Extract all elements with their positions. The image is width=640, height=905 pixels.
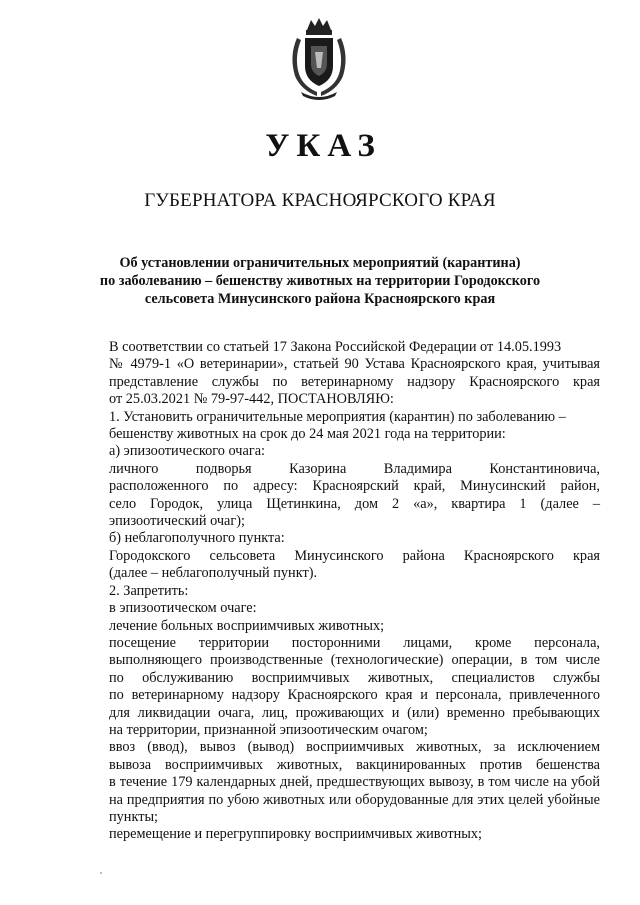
text-line: расположенного по адресу: Красноярский край, Минусинский район, xyxy=(109,478,600,495)
text-line: по обслуживанию восприимчивых животных, специалистов службы xyxy=(109,669,600,686)
heading-line: Об установлении ограничительных мероприятий (карантина) xyxy=(119,255,521,271)
text-line: по ветеринарному надзору Красноярского края и персонала, привлеченного xyxy=(109,687,600,704)
item-2-title: 2. Запретить: xyxy=(109,582,189,599)
item-1a-title: а) эпизоотического очага: xyxy=(109,443,266,460)
text-line: посещение территории посторонними лицами, кроме персонала, xyxy=(109,634,600,651)
text-line: личного подворья Казорина Владимира Константиновича, xyxy=(109,460,600,477)
item-1a-paragraph xyxy=(73,461,600,531)
text-line: 1. Установить ограничительные мероприятия (карантин) по заболеванию – xyxy=(109,408,566,425)
item-2-scope: в эпизоотическом очаге: xyxy=(109,600,257,617)
item-2c-paragraph xyxy=(73,739,600,826)
heading-line: сельсовета Минусинского района Красноярского края xyxy=(144,291,496,307)
issuer-title: ГУБЕРНАТОРА КРАСНОЯРСКОГО КРАЯ xyxy=(144,190,496,211)
heading-line: по заболеванию – бешенству животных на территории Городокского xyxy=(99,273,541,289)
item-1-paragraph xyxy=(73,409,600,444)
decree-body xyxy=(73,339,600,844)
text-line: № 4979-1 «О ветеринарии», статьей 90 Устава Красноярского края, учитывая xyxy=(109,356,600,373)
text-line: в течение 179 календарных дней, предшествующих вывозу, в том числе на убой xyxy=(109,774,600,791)
decree-heading xyxy=(60,254,580,308)
text-line: представление службы по ветеринарному надзору Красноярского края xyxy=(109,373,600,390)
text-line: (далее – неблагополучный пункт). xyxy=(109,565,318,582)
item-2d: перемещение и перегруппировку восприимчивых животных; xyxy=(109,826,482,843)
text-line: для ликвидации очага, лиц, проживающих и (или) временно пребывающих xyxy=(109,704,600,721)
text-line: от 25.03.2021 № 79-97-442, ПОСТАНОВЛЯЮ: xyxy=(109,391,394,408)
preamble-paragraph xyxy=(73,339,600,409)
item-1b-paragraph xyxy=(73,548,600,583)
text-line: пункты; xyxy=(109,808,159,825)
text-line: на предприятия по убою животных или оборудованные для этих целей убойные xyxy=(109,791,600,808)
text-line: бешенству животных на срок до 24 мая 2021 года на территории: xyxy=(109,426,506,443)
text-line: на территории, признанной эпизоотическим очагом; xyxy=(109,721,428,738)
text-line: выполняющего производственные (технологические) операции, в том числе xyxy=(109,652,600,669)
krasnoyarsk-coat-of-arms-icon xyxy=(287,16,351,100)
decree-title: УКАЗ xyxy=(265,128,382,164)
text-line: вывоза восприимчивых животных, вакцинированных против бешенства xyxy=(109,756,600,773)
item-2b-paragraph xyxy=(73,635,600,739)
text-line: Городокского сельсовета Минусинского района Красноярского края xyxy=(109,547,600,564)
text-line: село Городок, улица Щетинкина, дом 2 «а», квартира 1 (далее – xyxy=(109,495,600,512)
text-line: В соответствии со статьей 17 Закона Российской Федерации от 14.05.1993 xyxy=(109,339,562,355)
scan-speck xyxy=(100,872,102,874)
text-line: эпизоотический очаг); xyxy=(109,513,245,530)
item-1b-title: б) неблагополучного пункта: xyxy=(109,530,285,547)
item-2a: лечение больных восприимчивых животных; xyxy=(109,617,385,634)
text-line: ввоз (ввод), вывоз (вывод) восприимчивых животных, за исключением xyxy=(109,739,600,756)
